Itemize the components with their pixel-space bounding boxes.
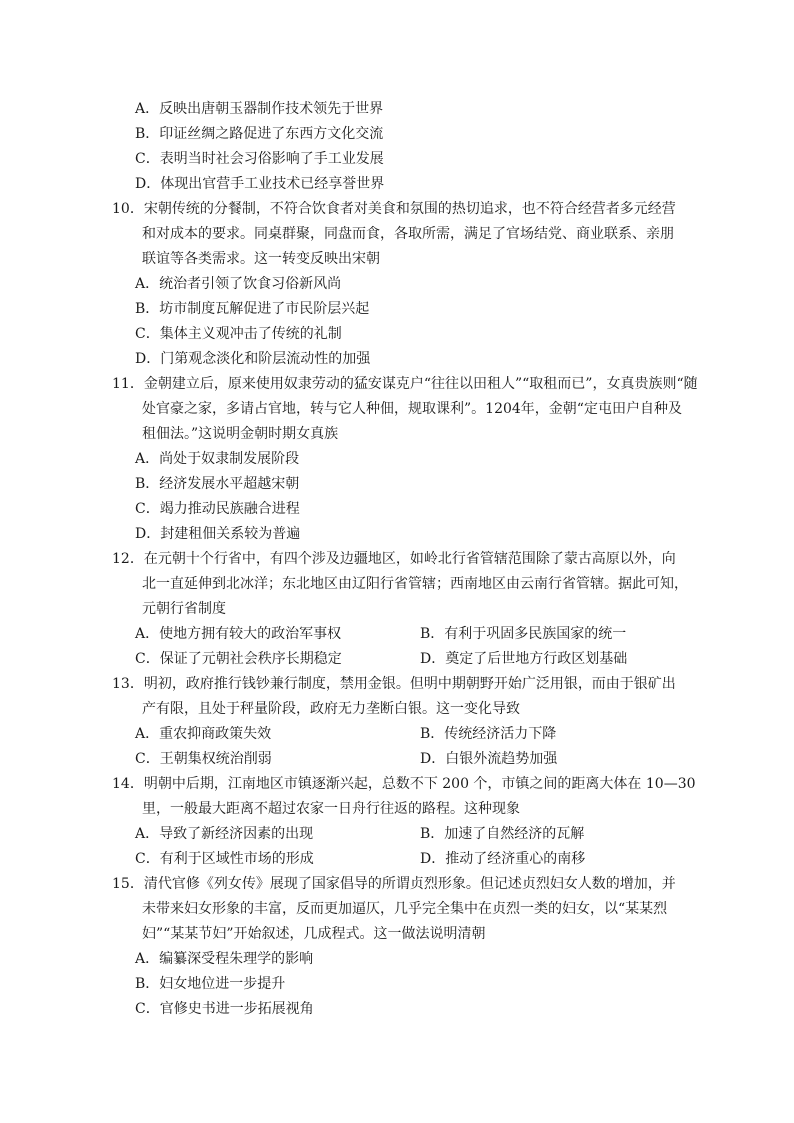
question-12-stem-cont: 元朝行省制度	[142, 601, 226, 617]
question-10-option-c: C．集体主义观冲击了传统的礼制	[135, 326, 342, 342]
question-13-stem: 13．明初，政府推行钱钞兼行制度，禁用金银。但明中期朝野开始广泛用银，而由于银矿出	[112, 676, 676, 692]
option-d: D．体现出官营手工业技术已经享誉世界	[135, 176, 385, 192]
question-13-option-d: D．白银外流趋势加强	[420, 751, 558, 767]
option-c: C．表明当时社会习俗影响了手工业发展	[135, 151, 384, 167]
question-10-stem: 10．宋朝传统的分餐制，不符合饮食者对美食和氛围的热切追求，也不符合经营者多元经营	[112, 201, 676, 217]
question-10-stem-cont: 联谊等各类需求。这一转变反映出宋朝	[142, 251, 380, 267]
question-12-option-d: D．奠定了后世地方行政区划基础	[420, 651, 628, 667]
question-13-stem-cont: 产有限，且处于秤量阶段，政府无力垄断白银。这一变化导致	[142, 701, 520, 717]
question-10-option-a: A．统治者引领了饮食习俗新风尚	[135, 276, 342, 292]
question-12-option-a: A．使地方拥有较大的政治军事权	[135, 626, 342, 642]
question-11-stem-cont: 租佃法。”这说明金朝时期女真族	[142, 426, 339, 442]
question-10-stem-cont: 和对成本的要求。同桌群聚，同盘而食，各取所需，满足了官场结党、商业联系、亲朋	[142, 226, 674, 242]
question-15-option-c: C．官修史书进一步拓展视角	[135, 1001, 314, 1017]
question-10-option-b: B．坊市制度瓦解促进了市民阶层兴起	[135, 301, 370, 317]
question-14-option-d: D．推动了经济重心的南移	[420, 851, 586, 867]
question-11-stem-cont: 处官豪之家，多请占官地，转与它人种佃，规取课利”。1204年，金朝“定屯田户自种及	[142, 401, 682, 417]
question-12-stem: 12．在元朝十个行省中，有四个涉及边疆地区，如岭北行省管辖范围除了蒙古高原以外，向	[112, 551, 676, 567]
question-11-option-b: B．经济发展水平超越宋朝	[135, 476, 300, 492]
question-14-option-b: B．加速了自然经济的瓦解	[420, 826, 585, 842]
question-10-option-d: D．门第观念淡化和阶层流动性的加强	[135, 351, 371, 367]
question-13-option-b: B．传统经济活力下降	[420, 726, 557, 742]
question-15-option-a: A．编纂深受程朱理学的影响	[135, 951, 314, 967]
question-13-option-a: A．重农抑商政策失效	[135, 726, 272, 742]
question-11-stem: 11．金朝建立后，原来使用奴隶劳动的猛安谋克户“往往以田租人”“取租而已”，女真贵族则“随	[112, 376, 698, 392]
question-15-option-b: B．妇女地位进一步提升	[135, 976, 286, 992]
question-12-stem-cont: 北一直延伸到北冰洋；东北地区由辽阳行省管辖；西南地区由云南行省管辖。据此可知，	[142, 576, 688, 592]
question-14-option-a: A．导致了新经济因素的出现	[135, 826, 314, 842]
question-14-stem: 14．明朝中后期，江南地区市镇逐渐兴起，总数不下 200 个，市镇之间的距离大体在 10—30	[112, 776, 696, 792]
question-15-stem-cont: 未带来妇女形象的丰富，反而更加逼仄，几乎完全集中在贞烈一类的妇女，以“某某烈	[142, 901, 668, 917]
question-14-stem-cont: 里，一般最大距离不超过农家一日舟行往返的路程。这种现象	[142, 801, 520, 817]
option-a: A．反映出唐朝玉器制作技术领先于世界	[135, 101, 384, 117]
question-13-option-c: C．王朝集权统治削弱	[135, 751, 272, 767]
question-14-option-c: C．有利于区域性市场的形成	[135, 851, 314, 867]
question-15-stem-cont: 妇”“某某节妇”开始叙述，几成程式。这一做法说明清朝	[142, 926, 486, 942]
question-15-stem: 15．清代官修《列女传》展现了国家倡导的所谓贞烈形象。但记述贞烈妇女人数的增加，并	[112, 876, 676, 892]
question-12-option-c: C．保证了元朝社会秩序长期稳定	[135, 651, 342, 667]
option-b: B．印证丝绸之路促进了东西方文化交流	[135, 126, 384, 142]
question-11-option-c: C．竭力推动民族融合进程	[135, 501, 300, 517]
question-11-option-a: A．尚处于奴隶制发展阶段	[135, 451, 300, 467]
question-12-option-b: B．有利于巩固多民族国家的统一	[420, 626, 627, 642]
question-11-option-d: D．封建租佃关系较为普遍	[135, 526, 301, 542]
